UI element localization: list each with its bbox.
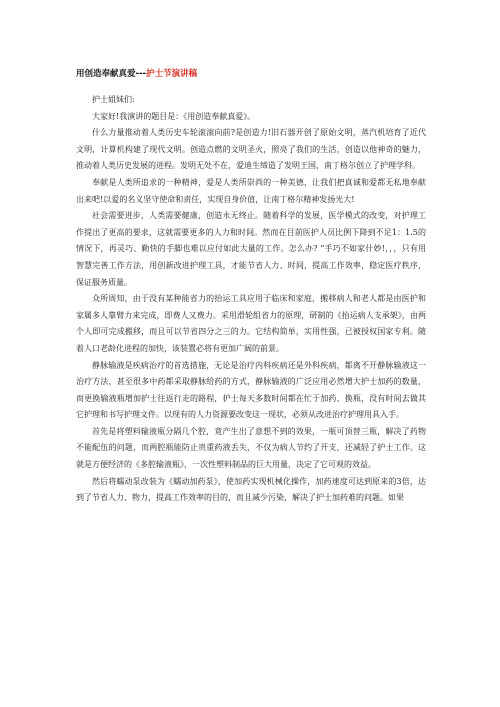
document-body (76, 92, 426, 507)
paragraph: 然后将蠕动泵改装为《蠕动加药泵》，使加药实现机械化操作，加药速度可达到原来的3倍，达到了节省人力、物力，提高工作效率的目的，而且减少污染，解决了护士加药难的问题。如果 (76, 476, 426, 503)
paragraph: 什么力量推动着人类历史车轮滚滚向前?是创造力!旧石器开创了原始文明，蒸汽机培育了近代文明，计算机构建了现代文明。创造点燃的文明圣火，照亮了我们的生活，创造以他神奇的魅力，推动着人类历史发展的进程。发明无处不在，爱迪生缔造了发明王国，南丁格尔创立了护理学科。 (76, 128, 426, 171)
paragraph: 首先是将塑料输液瓶分隔几个腔，竟产生出了意想不到的效果，一瓶可顶替三瓶，解决了药物不能配伍的问题，而两腔瓶能防止贵重药液丢失，不仅为病人节约了开支，还减轻了护士工作。这就是方便经济的《多腔输液瓶》，一次性塑料制品的巨大用量，决定了它可观的效益。 (76, 426, 426, 470)
paragraph: 社会需要进步，人类需要健康，创造永无终止。随着科学的发展，医学模式的改变，对护理工作提出了更高的要求，这就需要更多的人力和时间。然而在目前医护人员比例下降到不足1：1.5的情况下，再灵巧、勤快的手脚也难以应付如此大量的工作。怎么办? “手巧不如家什妙!，，，只有用智慧完善工作方法，用创新改进护理工具，才能节省人力、时间，提高工作效率，稳定医疗秩序，保证服务质量。 (76, 211, 426, 287)
paragraph-salutation: 护士姐妹们: (92, 95, 135, 104)
paragraph: 众所周知，由于没有某种能省力的抬运工具应用于临床和家庭，搬移病人和老人都是由医护和家属多人靠臂力来完成，即费人又费力。采用滑轮组省力的原理，研制的《抬运病人支承架》，由两个人即可完成搬移，而且可以节省四分之三的力。它结构简单，实用性强，已被授权国家专利。随着人口老龄化进程的加快，该装置必将有更加广阔的前景。 (76, 294, 426, 353)
title-main: 用创造奉献真爱--- (76, 69, 147, 79)
paragraph: 奉献是人类所追求的一种精神，爱是人类所崇尚的一种美德，让我们把真诚和爱都无私地奉献出来吧!以爱的名义坚守使命和责任，实现自身价值，让南丁格尔精神发扬光大! (76, 177, 426, 204)
paragraph-greeting: 大家好!我演讲的题目是：《用创造奉献真爱》。 (92, 111, 256, 121)
paragraph: 静脉输液是疾病治疗的首选措施，无论是治疗内科疾病还是外科疾病，都离不开静脉输液这一治疗方法，甚至很多中药都采取静脉给药的方式，静脉输液的广泛应用必然增大护士加药的数量，而更换输液瓶增加护士往返行走的路程，护士每天多数时间都在忙于加药、换瓶，没有时间去做其它护理和书写护理文件。以现有的人力资源要改变这一现状，必须从改进治疗护理用具入手。 (76, 360, 426, 420)
title-subtitle: 护士节演讲稿 (146, 69, 198, 79)
document-title (76, 67, 197, 79)
